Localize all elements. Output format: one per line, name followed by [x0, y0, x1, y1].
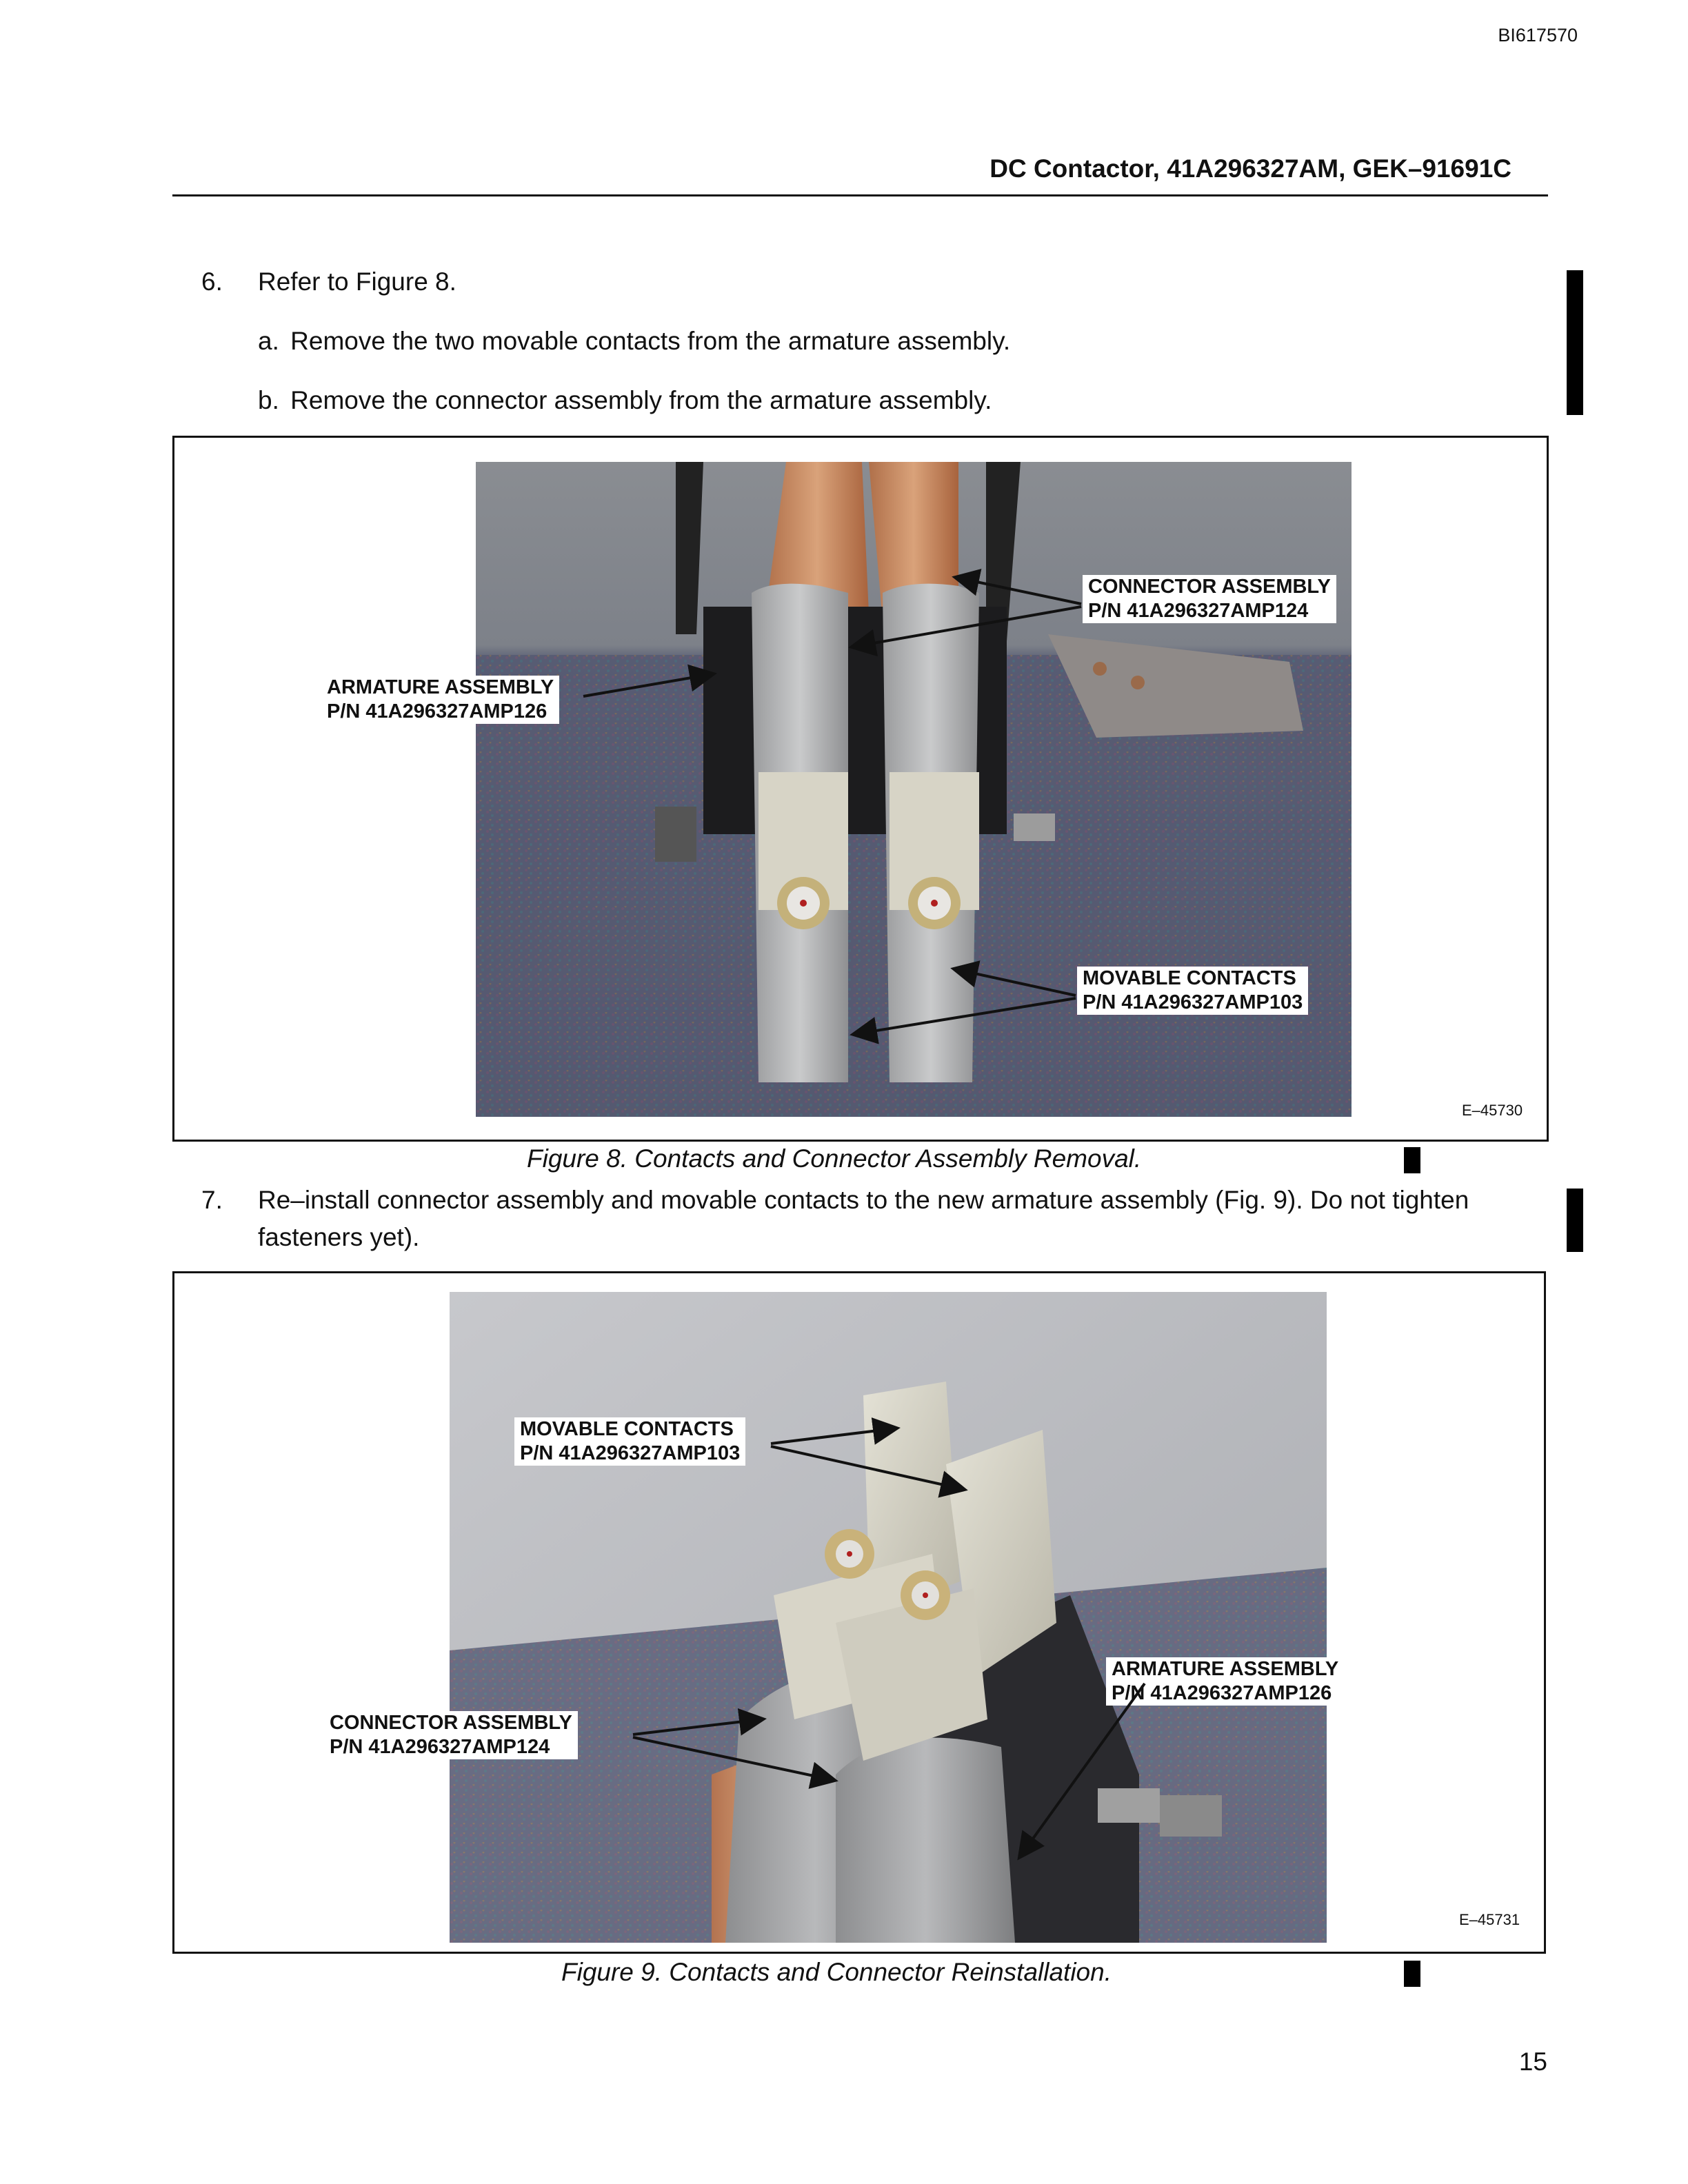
callout-title: CONNECTOR ASSEMBLY — [330, 1712, 572, 1734]
substep-label: a. — [258, 327, 279, 355]
figure-9-reference: E–45731 — [1459, 1911, 1520, 1928]
callout-title: ARMATURE ASSEMBLY — [327, 676, 554, 698]
substep-text: Remove the two movable contacts from the armature assembly. — [290, 327, 1011, 355]
step-text-line-2: fasteners yet). — [258, 1223, 420, 1251]
step-number: 7. — [201, 1186, 223, 1214]
callout-part-number: P/N 41A296327AMP126 — [327, 700, 547, 722]
figure-8-caption: Figure 8. Contacts and Connector Assembly Removal. — [527, 1144, 1142, 1173]
callout-part-number: P/N 41A296327AMP124 — [1088, 600, 1309, 622]
step-text-line-1: Re–install connector assembly and movable contacts to the new armature assembly (Fig. 9). Do not tighten — [258, 1186, 1469, 1214]
change-bar — [1404, 1961, 1420, 1987]
step-text: Refer to Figure 8. — [258, 267, 456, 296]
callout-part-number: P/N 41A296327AMP124 — [330, 1736, 550, 1758]
page-header-title: DC Contactor, 41A296327AM, GEK–91691C — [989, 154, 1511, 183]
figure-9-caption: Figure 9. Contacts and Connector Reinstallation. — [561, 1958, 1112, 1986]
callout-part-number: P/N 41A296327AMP103 — [1083, 991, 1303, 1013]
callout-title: ARMATURE ASSEMBLY — [1112, 1658, 1339, 1680]
callout-title: CONNECTOR ASSEMBLY — [1088, 576, 1331, 598]
document-id: BI617570 — [1498, 25, 1578, 46]
callout-part-number: P/N 41A296327AMP103 — [520, 1442, 741, 1464]
substep-text: Remove the connector assembly from the armature assembly. — [290, 386, 992, 414]
step-number: 6. — [201, 267, 223, 296]
callout-title: MOVABLE CONTACTS — [1083, 967, 1296, 989]
figure-8-reference: E–45730 — [1462, 1102, 1523, 1119]
substep-label: b. — [258, 386, 279, 414]
callout-part-number: P/N 41A296327AMP126 — [1112, 1682, 1332, 1704]
page-number: 15 — [1518, 2048, 1547, 2076]
callout-title: MOVABLE CONTACTS — [520, 1418, 734, 1440]
